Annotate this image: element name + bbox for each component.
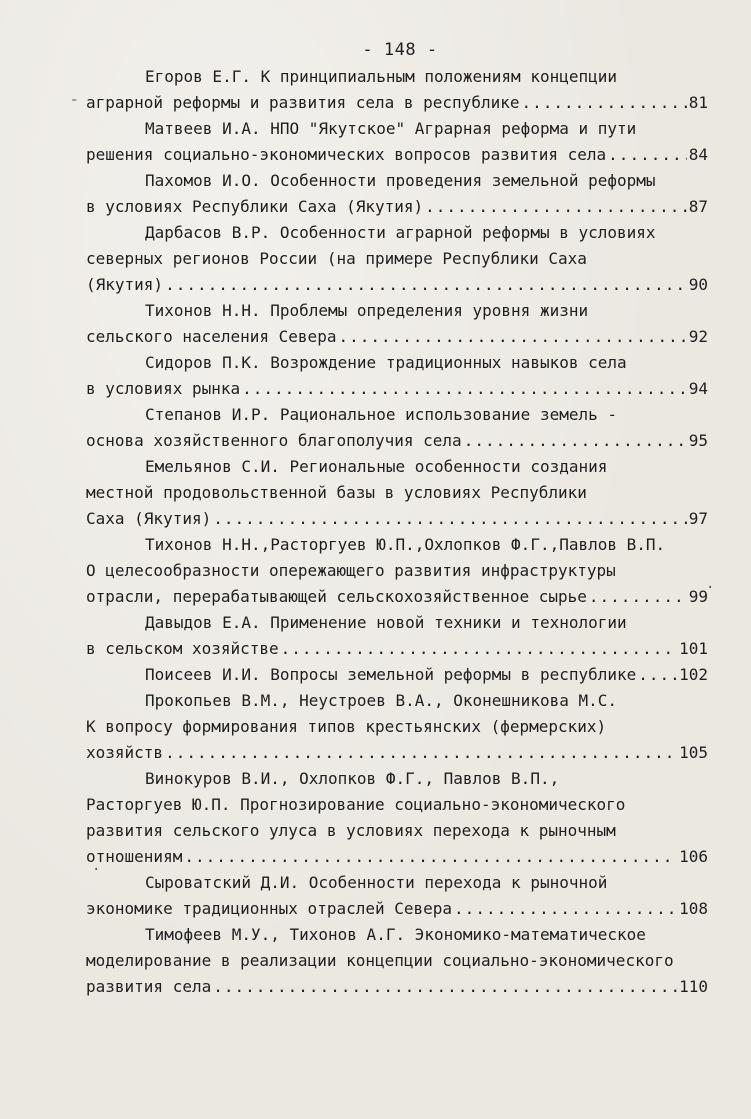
page-number: - 148 - — [362, 40, 438, 60]
toc-page-number: 90 — [688, 275, 708, 294]
toc-page-number: 106 — [679, 847, 708, 866]
toc-entry — [86, 870, 708, 922]
toc-entry-text: решения социально-экономических вопросов развития села — [86, 145, 607, 164]
toc-page-number: 81 — [688, 93, 708, 112]
dot-leader — [213, 974, 677, 1000]
dot-leader — [165, 272, 687, 298]
toc-entry-last-line — [86, 974, 708, 1000]
toc-entry-text: северных регионов России (на примере Республики Саха — [86, 249, 587, 268]
toc-entry-text: сельского населения Севера — [86, 327, 337, 346]
toc-entry — [86, 298, 708, 350]
toc-entry-text: местной продовольственной базы в условиях Республики — [86, 483, 587, 502]
toc-entry-text: Емельянов С.И. Региональные особенности создания — [145, 457, 608, 476]
toc-entry-text: экономике традиционных отраслей Севера — [86, 899, 453, 918]
scan-speck: · — [706, 580, 715, 596]
dot-leader — [338, 324, 686, 350]
dot-leader — [281, 636, 677, 662]
toc-entry — [86, 64, 708, 116]
toc-entry-text: Тихонов Н.Н.,Расторгуев Ю.П.,Охлопков Ф.Г.,Павлов В.П. — [145, 535, 666, 554]
toc-entry — [86, 454, 708, 532]
toc-entry-last-line — [86, 740, 708, 766]
dot-leader — [213, 506, 687, 532]
toc-entry-text: основа хозяйственного благополучия села — [86, 431, 462, 450]
toc-entry-text: Винокуров В.И., Охлопков Ф.Г., Павлов В.П., — [145, 769, 560, 788]
toc-entry — [86, 922, 708, 1000]
toc-entry-text: (Якутия) — [86, 275, 164, 294]
dot-leader — [242, 376, 687, 402]
toc-entry-last-line — [86, 376, 708, 402]
toc-entry-text: Сыроватский Д.И. Особенности перехода к рыночной — [145, 873, 608, 892]
toc-entry — [86, 350, 708, 402]
toc-page-number: 108 — [679, 899, 708, 918]
toc-entry-text: в сельском хозяйстве — [86, 639, 279, 658]
toc-entry-text: Сидоров П.К. Возрождение традиционных навыков села — [145, 353, 627, 372]
toc-page-number: 84 — [688, 145, 708, 164]
toc-entry-last-line — [86, 662, 708, 688]
dot-leader — [184, 844, 677, 870]
toc-entry-text: Тимофеев М.У., Тихонов А.Г. Экономико-математическое — [145, 925, 646, 944]
toc-entry-last-line — [86, 428, 708, 454]
dot-leader — [589, 584, 687, 610]
toc-entry-text: Егоров Е.Г. К принципиальным положениям концепции — [145, 67, 618, 86]
toc-entry-text: Матвеев И.А. НПО "Якутское" Аграрная реформа и пути — [145, 119, 637, 138]
toc-page-number: 110 — [679, 977, 708, 996]
toc-entry-text: отношениям — [86, 847, 183, 866]
dot-leader — [608, 142, 687, 168]
toc-entry — [86, 168, 708, 220]
toc-entry — [86, 402, 708, 454]
toc-page-number: 97 — [688, 509, 708, 528]
toc-entry-text: Поисеев И.И. Вопросы земельной реформы в республике — [145, 665, 637, 684]
toc-entry-text: аграрной реформы и развития села в республике — [86, 93, 520, 112]
dot-leader — [638, 662, 677, 688]
toc-entry — [86, 532, 708, 610]
toc-page-number: 94 — [688, 379, 708, 398]
toc-page-number: 92 — [688, 327, 708, 346]
toc-entry-text: Саха (Якутия) — [86, 509, 212, 528]
toc-entry-text: моделирование в реализации концепции социально-экономического — [86, 951, 674, 970]
toc-page-number: 95 — [688, 431, 708, 450]
toc-entry-text: Прокопьев В.М., Неустроев В.А., Оконешникова М.С. — [145, 691, 618, 710]
toc-entry — [86, 116, 708, 168]
toc-entry — [86, 220, 708, 298]
toc-entry-text: Пахомов И.О. Особенности проведения земельной реформы — [145, 171, 656, 190]
toc-entry — [86, 766, 708, 870]
toc-entry-text: Степанов И.Р. Рациональное использование земель - — [145, 405, 618, 424]
toc-entry-text: отрасли, перерабатывающей сельскохозяйственное сырье — [86, 587, 587, 606]
toc-entry-last-line — [86, 194, 708, 220]
toc-entry — [86, 610, 708, 662]
toc-entry-text: Дарбасов В.Р. Особенности аграрной реформы в условиях — [145, 223, 656, 242]
toc-entry-last-line — [86, 90, 708, 116]
dot-leader — [521, 90, 686, 116]
toc-entry-last-line — [86, 636, 708, 662]
toc-entry-text: Тихонов Н.Н. Проблемы определения уровня жизни — [145, 301, 589, 320]
dot-leader — [454, 896, 677, 922]
toc-entry-text: развития села — [86, 977, 212, 996]
toc-entry-text: Расторгуев Ю.П. Прогнозирование социально-экономического — [86, 795, 626, 814]
toc-entry-text: Давыдов Е.А. Применение новой техники и технологии — [145, 613, 627, 632]
toc-entry-text: К вопросу формирования типов крестьянских (фермерских) — [86, 717, 607, 736]
toc-entry-last-line — [86, 844, 708, 870]
toc-entry-last-line — [86, 324, 708, 350]
toc-page-number: 101 — [679, 639, 708, 658]
toc-entry-last-line — [86, 272, 708, 298]
toc-entry-text: в условиях Республики Саха (Якутия) — [86, 197, 424, 216]
toc-entry-last-line — [86, 142, 708, 168]
toc-entry — [86, 688, 708, 766]
scan-speck: ˉ — [70, 98, 79, 114]
toc-entry-text: развития сельского улуса в условиях перехода к рыночным — [86, 821, 616, 840]
dot-leader — [464, 428, 687, 454]
table-of-contents — [86, 64, 708, 1000]
scan-speck: · — [92, 862, 101, 878]
toc-entry-text: хозяйств — [86, 743, 164, 762]
toc-page-number: 102 — [679, 665, 708, 684]
toc-entry-last-line — [86, 896, 708, 922]
toc-entry-last-line — [86, 584, 708, 610]
toc-page-number: 105 — [679, 743, 708, 762]
dot-leader — [425, 194, 687, 220]
toc-entry-last-line — [86, 506, 708, 532]
toc-entry-text: О целесообразности опережающего развития инфраструктуры — [86, 561, 616, 580]
toc-page-number: 87 — [688, 197, 708, 216]
dot-leader — [165, 740, 677, 766]
toc-entry-text: в условиях рынка — [86, 379, 241, 398]
toc-page-number: 99 — [688, 587, 708, 606]
toc-entry — [86, 662, 708, 688]
